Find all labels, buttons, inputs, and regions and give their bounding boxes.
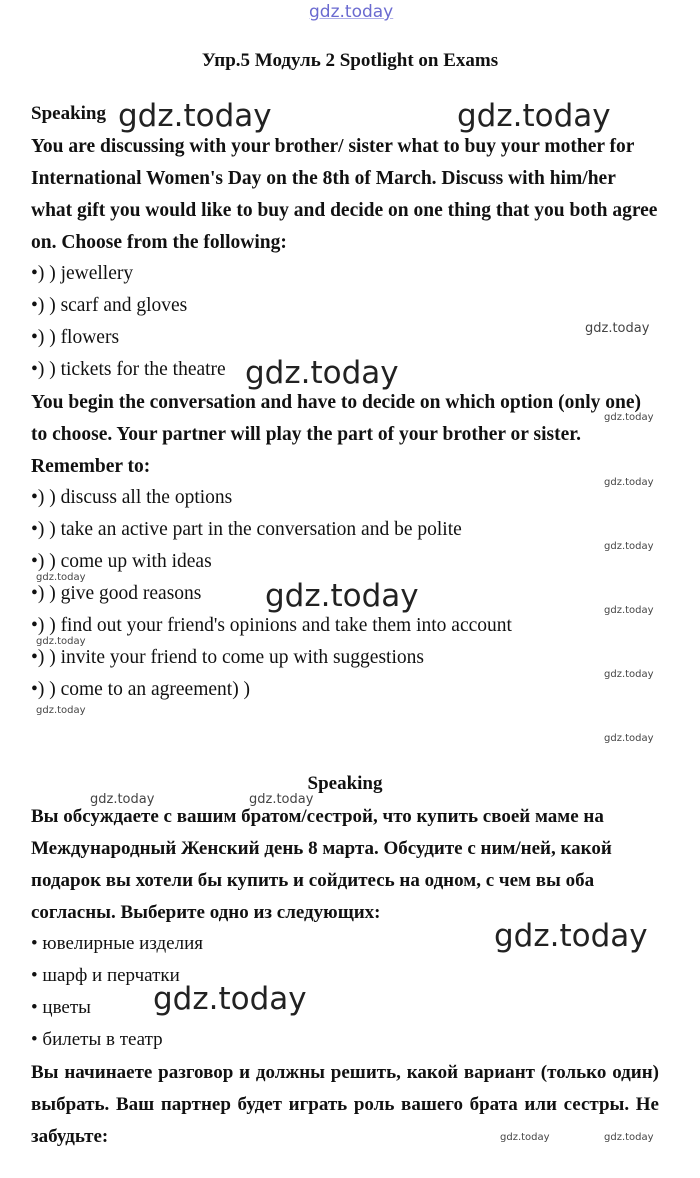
watermark: gdz.today (153, 981, 307, 1017)
russian-intro: Вы обсуждаете с вашим братом/сестрой, что купить своей маме на Международный Женский день 8 марта. Обсудите с ним/ней, какой подарок вы хотели бы купить и сойдитесь на одном, с чем вы оба согласны. Выберите одно из следующих: (31, 806, 612, 923)
page-title: Упр.5 Модуль 2 Spotlight on Exams (201, 50, 499, 71)
watermark-top: gdz.today (309, 2, 394, 22)
watermark: gdz.today (118, 98, 272, 134)
watermark: gdz.today (265, 578, 419, 614)
watermark: gdz.today (604, 669, 654, 680)
russian-heading: Speaking (307, 773, 383, 794)
watermark: gdz.today (604, 1132, 654, 1143)
english-option-flowers: •) ) flowers (31, 327, 120, 348)
russian-instruction: Вы начинаете разговор и должны решить, какой вариант (только один) выбрать. Ваш партнер будет играть роль вашего брата или сестры. Не забудьте: (31, 1062, 659, 1147)
english-intro: You are discussing with your brother/ sister what to buy your mother for International Women's Day on the 8th of March. Discuss with him/her what gift you would like to buy and decide on one thing that you both agree on. Choose from the following: (31, 136, 658, 253)
watermark: gdz.today (457, 98, 611, 134)
watermark: gdz.today (36, 705, 86, 716)
english-option-jewellery: •) ) jewellery (31, 263, 134, 284)
russian-option-jewellery: • ювелирные изделия (31, 933, 203, 954)
english-instruction: You begin the conversation and have to decide on which option (only one) to choose. Your partner will play the part of your brother or sister. Remember to: (31, 392, 641, 477)
english-reminder-3: •) ) come up with ideas (31, 551, 212, 572)
russian-option-scarf: • шарф и перчатки (31, 965, 180, 986)
watermark: gdz.today (604, 733, 654, 744)
watermark: gdz.today (90, 792, 155, 807)
english-reminder-1: •) ) discuss all the options (31, 487, 233, 508)
watermark: gdz.today (604, 541, 654, 552)
watermark: gdz.today (36, 636, 86, 647)
english-heading: Speaking (31, 103, 106, 124)
watermark: gdz.today (604, 477, 654, 488)
russian-option-tickets: • билеты в театр (31, 1029, 163, 1050)
watermark: gdz.today (249, 792, 314, 807)
english-reminder-5: •) ) find out your friend's opinions and take them into account (31, 615, 512, 636)
watermark: gdz.today (604, 412, 654, 423)
watermark: gdz.today (245, 355, 399, 391)
english-reminder-6: •) ) invite your friend to come up with suggestions (31, 647, 424, 668)
english-reminder-2: •) ) take an active part in the conversation and be polite (31, 519, 462, 540)
watermark: gdz.today (585, 321, 650, 336)
english-reminder-4: •) ) give good reasons (31, 583, 202, 604)
english-reminder-7: •) ) come to an agreement) ) (31, 679, 251, 700)
watermark: gdz.today (604, 605, 654, 616)
english-option-tickets: •) ) tickets for the theatre (31, 359, 226, 380)
watermark: gdz.today (494, 918, 648, 954)
watermark: gdz.today (36, 572, 86, 583)
russian-option-flowers: • цветы (31, 997, 91, 1018)
english-option-scarf: •) ) scarf and gloves (31, 295, 188, 316)
watermark: gdz.today (500, 1132, 550, 1143)
